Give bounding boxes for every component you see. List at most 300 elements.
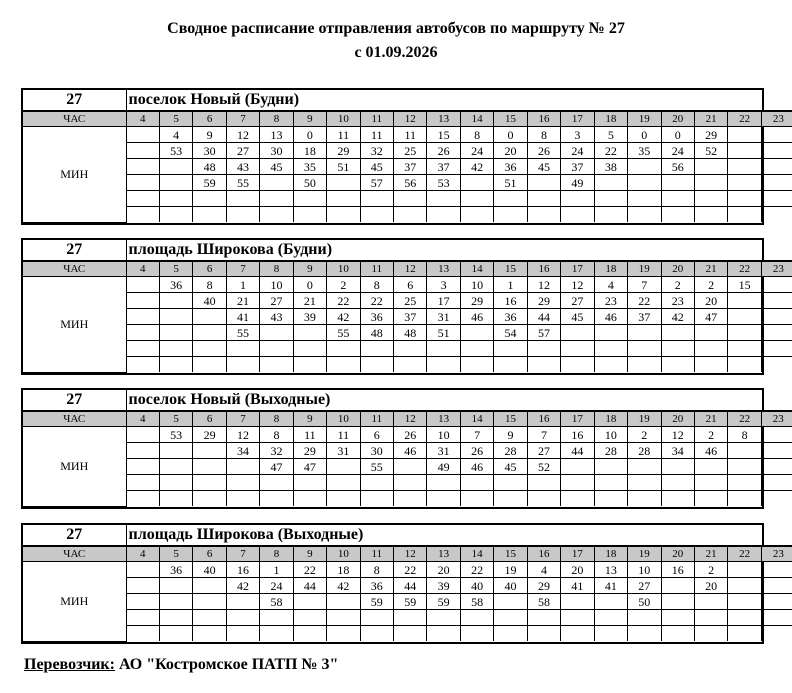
hour-cell: 16 — [527, 546, 560, 562]
route-header-row — [23, 525, 792, 546]
minute-cell — [761, 578, 792, 594]
hour-cell: 20 — [661, 546, 694, 562]
minute-cell: 40 — [460, 578, 493, 594]
minute-cell: 56 — [661, 159, 694, 175]
minute-cell: 29 — [527, 578, 560, 594]
hour-cell: 5 — [159, 261, 192, 277]
minute-cell — [159, 191, 192, 207]
minute-cell — [126, 594, 159, 610]
minute-cell — [126, 443, 159, 459]
minute-cell: 20 — [427, 562, 460, 578]
minute-cell — [594, 626, 627, 642]
minute-cell: 30 — [360, 443, 393, 459]
minute-cell — [126, 578, 159, 594]
minute-cell: 11 — [293, 427, 326, 443]
minute-cell: 8 — [260, 427, 293, 443]
minutes-row — [23, 207, 792, 223]
minute-cell: 42 — [327, 578, 360, 594]
hour-cell: 8 — [260, 261, 293, 277]
minute-cell — [394, 475, 427, 491]
minutes-row — [23, 357, 792, 373]
minute-cell — [360, 357, 393, 373]
minute-cell — [694, 626, 727, 642]
minute-cell: 29 — [327, 143, 360, 159]
minutes-row — [23, 459, 792, 475]
minute-cell — [561, 325, 594, 341]
route-name: поселок Новый (Будни) — [126, 90, 792, 111]
minute-cell — [494, 357, 527, 373]
minute-cell — [561, 610, 594, 626]
minute-cell: 21 — [293, 293, 326, 309]
minute-cell: 20 — [694, 293, 727, 309]
minute-cell — [628, 626, 661, 642]
minute-cell: 2 — [661, 277, 694, 293]
hour-label: ЧАС — [23, 411, 126, 427]
minute-cell — [327, 610, 360, 626]
hour-cell: 15 — [494, 111, 527, 127]
minute-cell: 8 — [193, 277, 226, 293]
minute-cell: 2 — [628, 427, 661, 443]
minute-cell: 15 — [728, 277, 761, 293]
minute-cell: 40 — [193, 293, 226, 309]
minute-cell — [159, 459, 192, 475]
minute-cell: 47 — [260, 459, 293, 475]
minute-cell — [494, 594, 527, 610]
minute-cell — [193, 341, 226, 357]
minute-cell — [460, 491, 493, 507]
minute-cell: 26 — [460, 443, 493, 459]
minute-cell — [427, 610, 460, 626]
minute-cell: 8 — [527, 127, 560, 143]
minutes-row — [23, 309, 792, 325]
minute-cell: 25 — [394, 293, 427, 309]
minute-cell: 2 — [694, 277, 727, 293]
minute-cell — [527, 610, 560, 626]
minute-cell: 42 — [460, 159, 493, 175]
minute-cell — [527, 475, 560, 491]
page-subtitle-date: с 01.09.2026 — [354, 44, 438, 61]
minute-cell — [694, 459, 727, 475]
hour-cell: 21 — [694, 546, 727, 562]
minute-cell: 32 — [260, 443, 293, 459]
minute-cell: 58 — [260, 594, 293, 610]
hour-cell: 5 — [159, 546, 192, 562]
minute-cell — [126, 562, 159, 578]
minute-cell — [594, 191, 627, 207]
minute-cell — [594, 357, 627, 373]
minute-cell — [661, 207, 694, 223]
minute-cell — [193, 325, 226, 341]
hour-cell: 11 — [360, 411, 393, 427]
minute-cell: 58 — [460, 594, 493, 610]
hour-cell: 16 — [527, 411, 560, 427]
minute-cell — [694, 475, 727, 491]
minute-cell — [527, 626, 560, 642]
minute-cell — [126, 309, 159, 325]
minutes-row — [23, 293, 792, 309]
minute-cell: 52 — [694, 143, 727, 159]
route-name: поселок Новый (Выходные) — [126, 390, 792, 411]
minute-cell — [360, 191, 393, 207]
minute-cell — [761, 357, 792, 373]
minute-cell: 39 — [293, 309, 326, 325]
minute-cell: 23 — [661, 293, 694, 309]
minute-cell: 29 — [293, 443, 326, 459]
minute-cell — [293, 207, 326, 223]
hour-cell: 17 — [561, 411, 594, 427]
minute-cell: 4 — [527, 562, 560, 578]
hour-cell: 10 — [327, 111, 360, 127]
minute-cell — [561, 207, 594, 223]
minute-cell: 16 — [226, 562, 259, 578]
hour-cell: 4 — [126, 411, 159, 427]
hour-label: ЧАС — [23, 111, 126, 127]
hour-cell: 18 — [594, 111, 627, 127]
minute-cell: 37 — [561, 159, 594, 175]
minute-cell — [628, 459, 661, 475]
hour-label: ЧАС — [23, 261, 126, 277]
minute-cell — [728, 293, 761, 309]
minutes-row — [23, 341, 792, 357]
minute-cell: 51 — [494, 175, 527, 191]
minute-cell — [761, 427, 792, 443]
minute-cell — [694, 610, 727, 626]
minute-cell: 46 — [460, 459, 493, 475]
minute-cell — [761, 207, 792, 223]
minute-cell: 40 — [193, 562, 226, 578]
minute-cell — [628, 491, 661, 507]
minute-cell: 11 — [327, 427, 360, 443]
hour-cell: 19 — [628, 261, 661, 277]
minute-cell — [561, 626, 594, 642]
minutes-row — [23, 594, 792, 610]
hour-cell: 23 — [761, 261, 792, 277]
minute-cell — [427, 341, 460, 357]
minute-cell: 10 — [460, 277, 493, 293]
route-name: площадь Широкова (Будни) — [126, 240, 792, 261]
minute-cell: 20 — [694, 578, 727, 594]
minute-cell — [193, 443, 226, 459]
minutes-row — [23, 127, 792, 143]
minute-cell: 10 — [628, 562, 661, 578]
minute-cell — [260, 341, 293, 357]
minute-cell: 10 — [427, 427, 460, 443]
minute-cell — [226, 594, 259, 610]
minute-cell — [728, 127, 761, 143]
hour-cell: 12 — [394, 111, 427, 127]
minute-cell — [594, 594, 627, 610]
minute-cell — [360, 610, 393, 626]
minute-cell — [126, 293, 159, 309]
schedule-block-novy-weekdays — [21, 88, 784, 225]
minute-cell: 50 — [628, 594, 661, 610]
minute-cell: 4 — [594, 277, 627, 293]
minute-cell — [761, 594, 792, 610]
minute-cell — [226, 207, 259, 223]
minute-cell: 45 — [527, 159, 560, 175]
minute-label: МИН — [23, 427, 126, 507]
minute-cell — [694, 325, 727, 341]
minute-cell: 59 — [427, 594, 460, 610]
minute-cell: 6 — [394, 277, 427, 293]
minute-cell — [761, 159, 792, 175]
minute-cell — [360, 491, 393, 507]
minute-cell — [293, 191, 326, 207]
hour-cell: 10 — [327, 261, 360, 277]
hour-cell: 20 — [661, 411, 694, 427]
minute-cell: 45 — [494, 459, 527, 475]
minute-cell — [594, 341, 627, 357]
minute-cell — [494, 207, 527, 223]
route-header-row — [23, 390, 792, 411]
minute-cell — [260, 325, 293, 341]
minute-cell: 22 — [594, 143, 627, 159]
minute-cell: 16 — [494, 293, 527, 309]
minute-cell — [327, 175, 360, 191]
minute-cell — [460, 610, 493, 626]
minute-cell: 42 — [327, 309, 360, 325]
minute-cell — [460, 207, 493, 223]
minute-cell: 44 — [527, 309, 560, 325]
minute-cell: 18 — [327, 562, 360, 578]
minute-cell: 45 — [260, 159, 293, 175]
schedule-block-shirokova-weekends — [21, 523, 784, 644]
minute-cell — [694, 191, 727, 207]
minute-cell — [460, 357, 493, 373]
minute-cell — [594, 491, 627, 507]
minute-cell: 42 — [226, 578, 259, 594]
minute-cell — [728, 191, 761, 207]
minute-cell: 37 — [628, 309, 661, 325]
minute-cell — [561, 475, 594, 491]
minute-cell — [360, 475, 393, 491]
minute-cell — [527, 357, 560, 373]
minute-cell — [126, 341, 159, 357]
hour-cell: 22 — [728, 111, 761, 127]
minute-cell — [427, 491, 460, 507]
minute-cell — [159, 293, 192, 309]
minute-cell: 46 — [694, 443, 727, 459]
minute-cell — [761, 293, 792, 309]
minute-cell — [193, 594, 226, 610]
hour-cell: 6 — [193, 411, 226, 427]
minute-cell: 20 — [494, 143, 527, 159]
minute-cell — [561, 341, 594, 357]
minute-cell — [193, 459, 226, 475]
minute-cell: 0 — [293, 277, 326, 293]
minute-cell — [661, 459, 694, 475]
minutes-row — [23, 491, 792, 507]
minute-cell — [594, 175, 627, 191]
carrier-value: АО "Костромское ПАТП № 3" — [114, 656, 339, 673]
minute-cell — [193, 191, 226, 207]
minutes-row — [23, 443, 792, 459]
minute-cell: 45 — [360, 159, 393, 175]
minute-cell: 26 — [394, 427, 427, 443]
minute-cell: 9 — [193, 127, 226, 143]
minute-cell: 27 — [561, 293, 594, 309]
minute-cell: 53 — [159, 427, 192, 443]
minute-cell: 37 — [394, 309, 427, 325]
hours-row — [23, 261, 792, 277]
minutes-row — [23, 143, 792, 159]
minute-cell: 3 — [561, 127, 594, 143]
minute-cell — [126, 191, 159, 207]
minute-cell — [394, 610, 427, 626]
minute-cell — [728, 626, 761, 642]
hour-cell: 17 — [561, 546, 594, 562]
minute-cell: 30 — [260, 143, 293, 159]
minute-cell — [427, 207, 460, 223]
hour-cell: 7 — [226, 261, 259, 277]
minute-cell — [761, 309, 792, 325]
minute-cell: 44 — [561, 443, 594, 459]
minute-cell — [193, 309, 226, 325]
minute-cell: 41 — [594, 578, 627, 594]
minute-label: МИН — [23, 127, 126, 223]
hour-cell: 4 — [126, 111, 159, 127]
minute-cell — [661, 578, 694, 594]
hour-cell: 23 — [761, 546, 792, 562]
minute-cell — [126, 610, 159, 626]
minutes-row — [23, 626, 792, 642]
minute-cell — [126, 175, 159, 191]
minutes-row — [23, 191, 792, 207]
minute-cell: 57 — [360, 175, 393, 191]
minute-cell — [628, 475, 661, 491]
minute-cell: 13 — [260, 127, 293, 143]
minute-cell — [260, 175, 293, 191]
minute-cell — [226, 357, 259, 373]
minute-cell — [260, 207, 293, 223]
minute-cell — [126, 325, 159, 341]
minute-cell: 59 — [394, 594, 427, 610]
minute-cell — [159, 578, 192, 594]
minute-cell: 36 — [494, 309, 527, 325]
minute-cell — [694, 207, 727, 223]
minute-cell — [728, 562, 761, 578]
hour-cell: 7 — [226, 546, 259, 562]
minute-cell — [260, 191, 293, 207]
minute-cell — [126, 357, 159, 373]
hour-cell: 7 — [226, 111, 259, 127]
minute-cell — [527, 491, 560, 507]
hour-label: ЧАС — [23, 546, 126, 562]
minute-cell — [159, 341, 192, 357]
hour-cell: 20 — [661, 261, 694, 277]
minute-cell: 22 — [394, 562, 427, 578]
minute-cell — [494, 475, 527, 491]
minute-cell — [527, 207, 560, 223]
minute-cell — [728, 475, 761, 491]
route-number: 27 — [23, 390, 126, 411]
minute-cell — [460, 325, 493, 341]
minute-cell: 55 — [360, 459, 393, 475]
minute-cell — [527, 191, 560, 207]
hour-cell: 5 — [159, 411, 192, 427]
route-name: площадь Широкова (Выходные) — [126, 525, 792, 546]
minute-cell: 40 — [494, 578, 527, 594]
minute-cell — [226, 610, 259, 626]
minute-cell — [594, 325, 627, 341]
minute-cell — [761, 475, 792, 491]
minute-cell — [728, 491, 761, 507]
minute-cell — [494, 191, 527, 207]
minute-cell — [159, 357, 192, 373]
hour-cell: 23 — [761, 111, 792, 127]
hour-cell: 11 — [360, 546, 393, 562]
minute-cell — [394, 626, 427, 642]
schedule-table — [23, 90, 792, 223]
minute-cell: 29 — [460, 293, 493, 309]
minute-cell — [460, 191, 493, 207]
minute-cell — [126, 626, 159, 642]
minute-cell — [193, 207, 226, 223]
minute-cell: 36 — [360, 578, 393, 594]
minute-cell: 34 — [661, 443, 694, 459]
minute-cell — [226, 475, 259, 491]
minute-cell: 28 — [494, 443, 527, 459]
minute-cell: 8 — [360, 277, 393, 293]
minute-cell — [661, 475, 694, 491]
route-number: 27 — [23, 90, 126, 111]
minute-cell — [226, 191, 259, 207]
minute-cell: 31 — [427, 309, 460, 325]
hour-cell: 16 — [527, 261, 560, 277]
hour-cell: 10 — [327, 546, 360, 562]
minute-cell: 9 — [494, 427, 527, 443]
minute-cell: 51 — [427, 325, 460, 341]
minute-cell — [761, 491, 792, 507]
minute-cell — [327, 341, 360, 357]
minute-cell — [293, 491, 326, 507]
minute-cell — [327, 594, 360, 610]
hour-cell: 23 — [761, 411, 792, 427]
minute-cell: 16 — [561, 427, 594, 443]
minute-cell: 10 — [260, 277, 293, 293]
minute-cell: 47 — [694, 309, 727, 325]
minute-cell — [728, 357, 761, 373]
hour-cell: 13 — [427, 411, 460, 427]
minutes-row — [23, 175, 792, 191]
minute-cell: 50 — [293, 175, 326, 191]
hour-cell: 12 — [394, 411, 427, 427]
minute-cell: 24 — [460, 143, 493, 159]
schedule-table — [23, 525, 792, 642]
minute-cell — [394, 341, 427, 357]
minute-cell: 37 — [427, 159, 460, 175]
minute-cell: 46 — [460, 309, 493, 325]
minute-cell: 54 — [494, 325, 527, 341]
minute-cell — [159, 309, 192, 325]
hour-cell: 17 — [561, 261, 594, 277]
minute-cell — [327, 207, 360, 223]
minute-cell: 36 — [159, 277, 192, 293]
minute-cell — [159, 610, 192, 626]
hour-cell: 19 — [628, 111, 661, 127]
minute-cell — [694, 175, 727, 191]
minute-cell: 55 — [226, 175, 259, 191]
hour-cell: 11 — [360, 261, 393, 277]
minute-cell — [427, 475, 460, 491]
minute-cell — [728, 159, 761, 175]
minute-cell — [327, 475, 360, 491]
minute-cell — [360, 207, 393, 223]
minute-cell: 39 — [427, 578, 460, 594]
minute-cell: 0 — [293, 127, 326, 143]
minute-cell — [694, 357, 727, 373]
hour-cell: 22 — [728, 546, 761, 562]
